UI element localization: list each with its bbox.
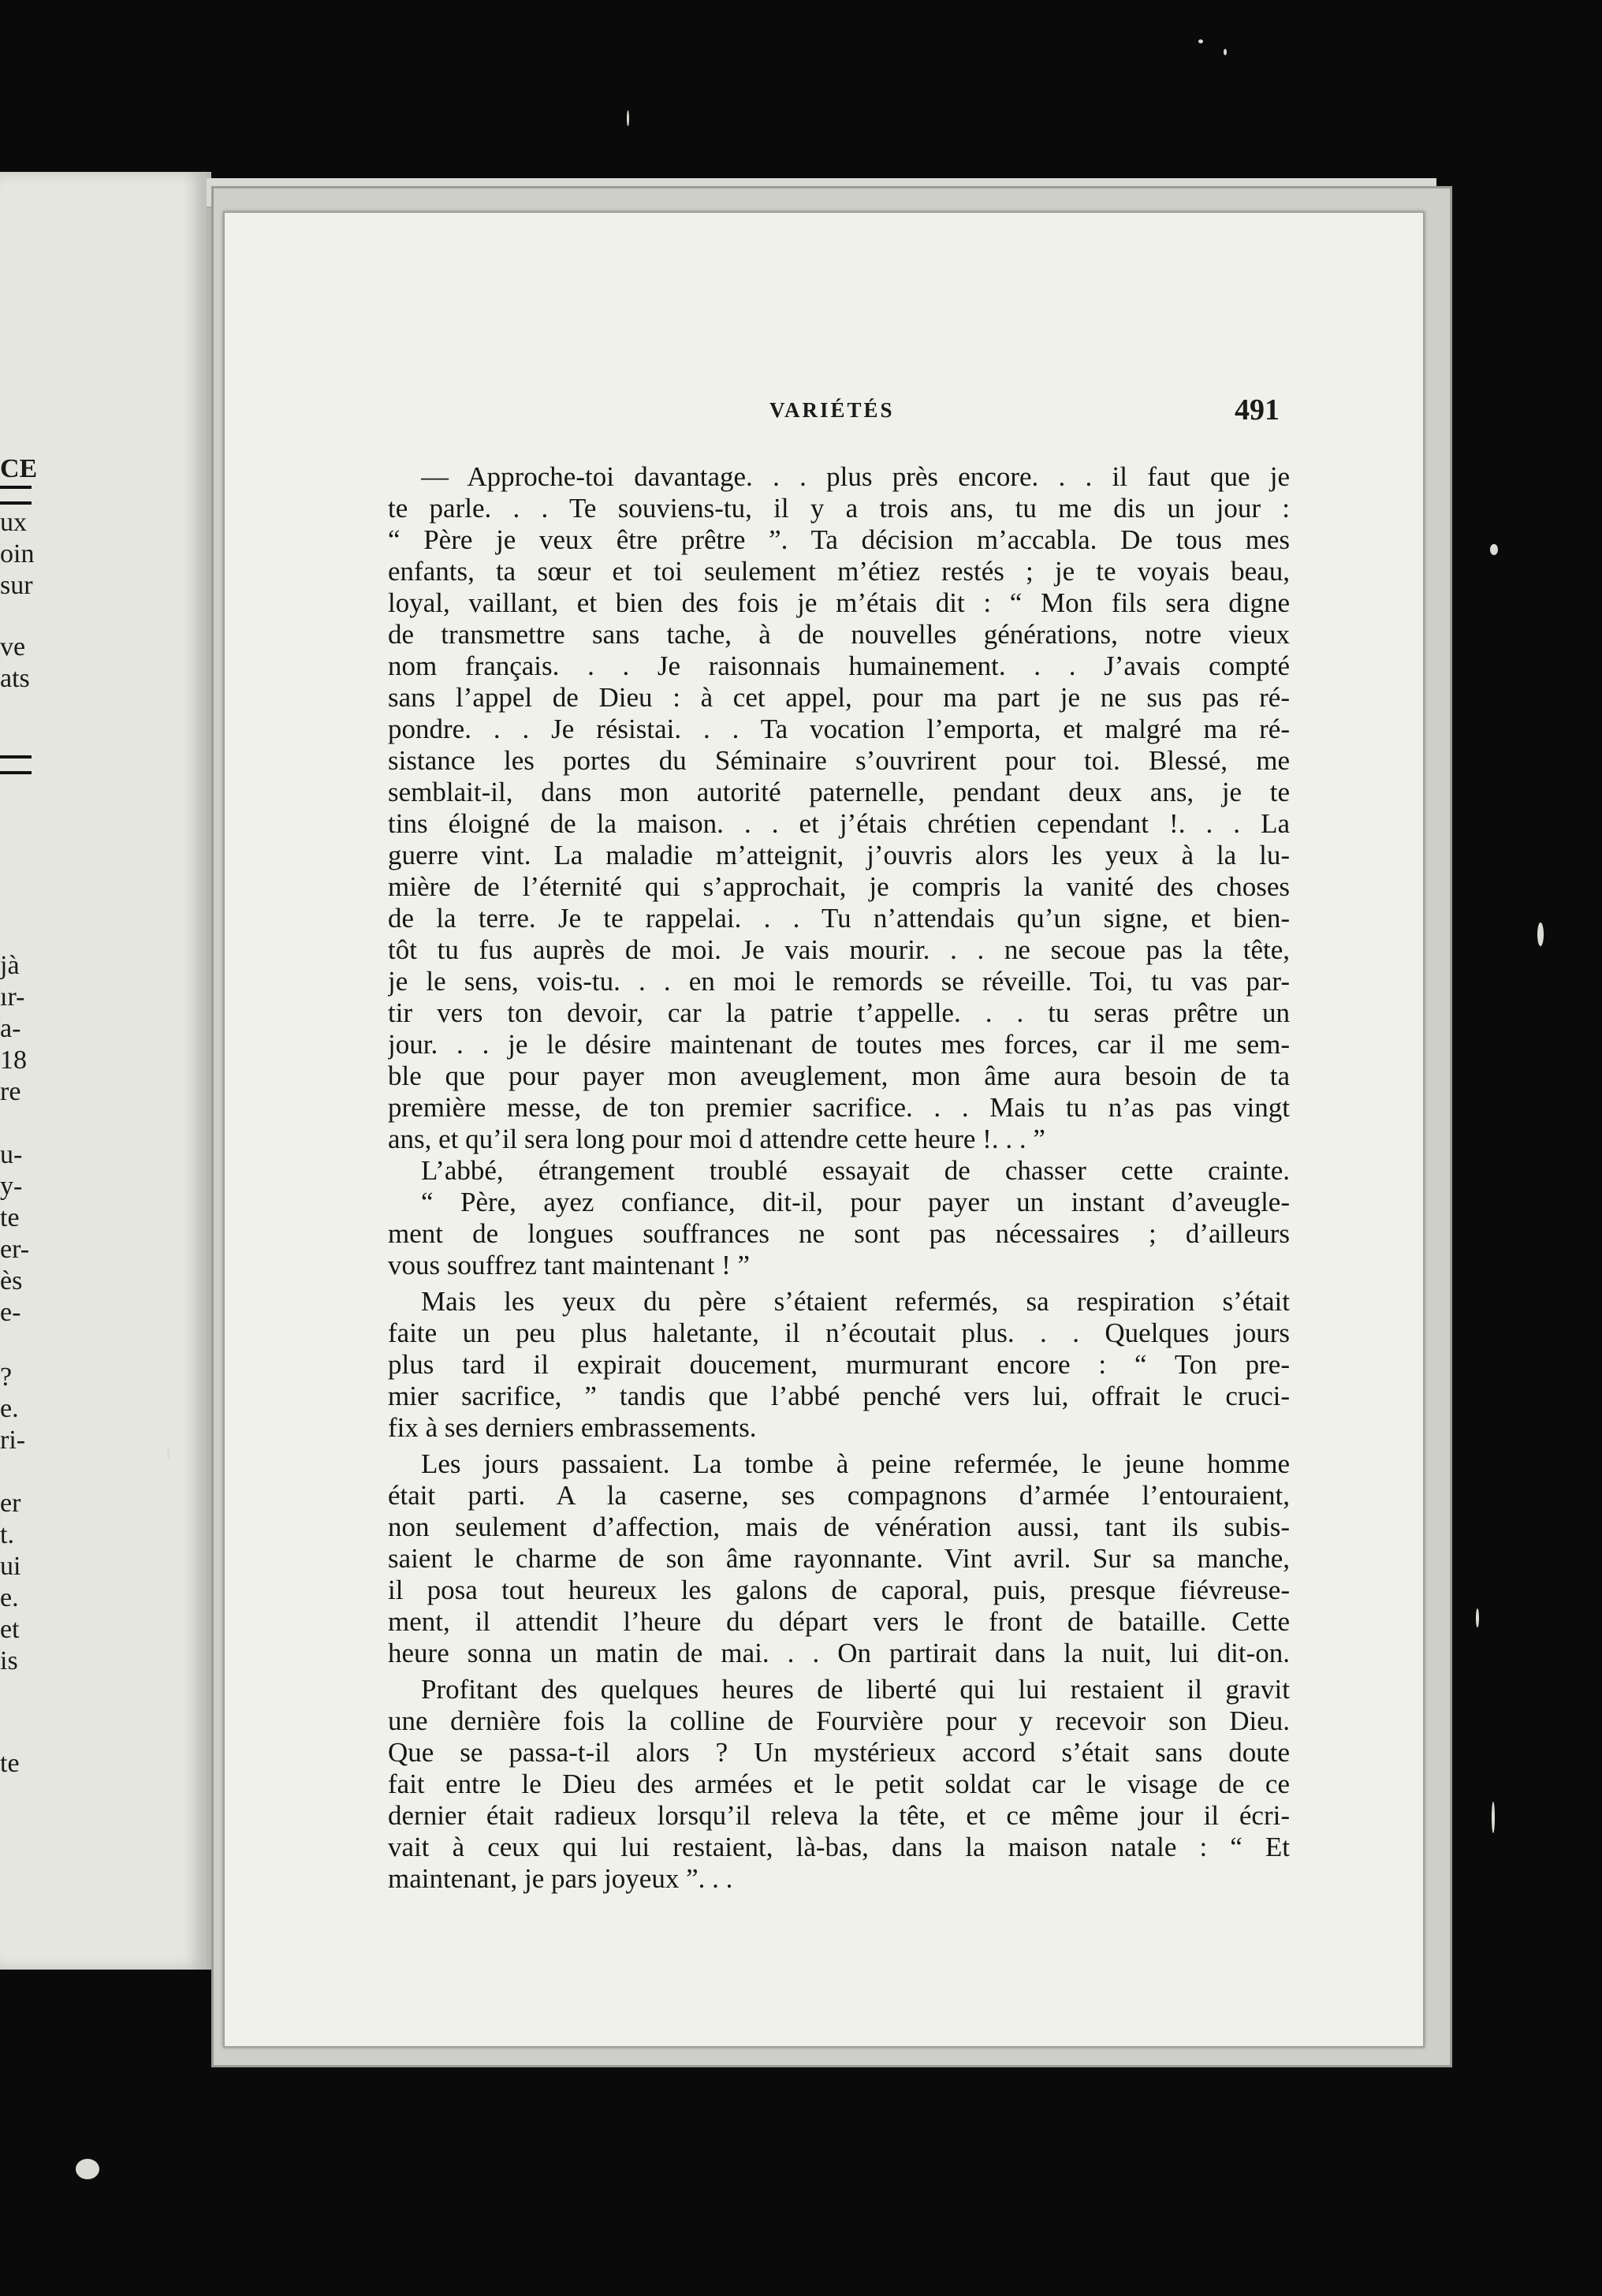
text-line: tir vers ton devoir, car la patrie t’appelle. . . tu seras prêtre un xyxy=(388,997,1290,1028)
dust-speck xyxy=(1492,1802,1495,1833)
text-line: vous souffrez tant maintenant ! ” xyxy=(388,1250,751,1280)
text-line: je le sens, vois-tu. . . en moi le remords se réveille. Toi, tu vas par- xyxy=(388,966,1290,997)
text-line: il posa tout heureux les galons de caporal, puis, presque fiévreuse- xyxy=(388,1575,1290,1605)
text-line: dernier était radieux lorsqu’il releva la tête, et ce même jour il écri- xyxy=(388,1800,1290,1831)
text-line: ment, il attendit l’heure du départ vers le front de bataille. Cette xyxy=(388,1606,1290,1637)
text-line: enfants, ta sœur et toi seulement m’étiez restés ; je te voyais beau, xyxy=(388,556,1290,587)
left-page-line: ès xyxy=(0,1266,23,1295)
text-line: semblait-il, dans mon autorité paternelle, pendant deux ans, je te xyxy=(388,777,1290,807)
text-line: ans, et qu’il sera long pour moi d attendre cette heure !. . . ” xyxy=(388,1124,1045,1154)
left-page-line: re xyxy=(0,1077,21,1106)
text-line: pondre. . . Je résistai. . . Ta vocation l’emporta, et malgré ma ré- xyxy=(388,714,1290,744)
dust-speck xyxy=(167,1446,170,1460)
dust-speck xyxy=(1490,544,1498,555)
text-line: Mais les yeux du père s’étaient refermés, sa respiration s’était xyxy=(421,1286,1290,1317)
left-page-line: jà xyxy=(0,951,20,980)
dust-speck xyxy=(1476,1608,1479,1627)
text-line: ment de longues souffrances ne sont pas nécessaires ; d’ailleurs xyxy=(388,1218,1290,1249)
left-page-line: et xyxy=(0,1615,20,1644)
page-number: 491 xyxy=(1235,393,1280,427)
dust-speck xyxy=(1224,49,1227,55)
text-line: mier sacrifice, ” tandis que l’abbé penché vers lui, offrait le cruci- xyxy=(388,1381,1290,1411)
text-line: saient le charme de son âme rayonnante. Vint avril. Sur sa manche, xyxy=(388,1543,1290,1574)
text-line: Profitant des quelques heures de liberté qui lui restaient il gravit xyxy=(421,1674,1290,1705)
text-line: nom français. . . Je raisonnais humainement. . . J’avais compté xyxy=(388,650,1290,681)
left-page-line: ? xyxy=(0,1362,13,1392)
left-page-line: 18 xyxy=(0,1046,27,1075)
left-page-line: is xyxy=(0,1646,18,1675)
left-page-line: oin xyxy=(0,539,35,568)
text-line: était parti. A la caserne, ses compagnons d’armée l’entouraient, xyxy=(388,1480,1290,1511)
left-page-rule xyxy=(0,486,32,505)
text-line: te parle. . . Te souviens-tu, il y a trois ans, tu me dis un jour : xyxy=(388,493,1290,524)
left-page-heading: CE xyxy=(0,454,38,483)
left-facing-page xyxy=(0,172,211,1970)
text-line: fait entre le Dieu des armées et le petit soldat car le visage de ce xyxy=(388,1769,1290,1799)
dust-speck xyxy=(1198,39,1203,43)
text-line: plus tard il expirait doucement, murmurant encore : “ Ton pre- xyxy=(388,1349,1290,1380)
text-line: sans l’appel de Dieu : à cet appel, pour ma part je ne sus pas ré- xyxy=(388,682,1290,713)
left-page-line: ve xyxy=(0,632,26,662)
text-line: de la terre. Je te rappelai. . . Tu n’attendais qu’un signe, et bien- xyxy=(388,903,1290,934)
text-line: mière de l’éternité qui s’approchait, je compris la vanité des choses xyxy=(388,871,1290,902)
left-page-line: ri- xyxy=(0,1426,26,1455)
text-line: tins éloigné de la maison. . . et j’étais chrétien cependant !. . . La xyxy=(388,808,1290,839)
left-page-line: u- xyxy=(0,1140,23,1169)
text-line: une dernière fois la colline de Fourvière pour y recevoir son Dieu. xyxy=(388,1705,1290,1736)
dust-speck xyxy=(1537,922,1544,946)
text-line: — Approche-toi davantage. . . plus près encore. . . il faut que je xyxy=(421,461,1290,492)
text-line: vait à ceux qui lui restaient, là-bas, dans la maison natale : “ Et xyxy=(388,1832,1290,1862)
text-line: Les jours passaient. La tombe à peine refermée, le jeune homme xyxy=(421,1448,1290,1479)
left-page-line: e. xyxy=(0,1394,19,1423)
text-line: Que se passa-t-il alors ? Un mystérieux accord s’était sans doute xyxy=(388,1737,1290,1768)
text-line: fix à ses derniers embrassements. xyxy=(388,1412,757,1443)
running-head: VARIÉTÉS xyxy=(769,398,895,422)
text-line: L’abbé, étrangement troublé essayait de chasser cette crainte. xyxy=(421,1155,1290,1186)
text-line: guerre vint. La maladie m’atteignit, j’ouvris alors les yeux à la lu- xyxy=(388,840,1290,870)
left-page-line: e- xyxy=(0,1298,21,1327)
left-page-line: te xyxy=(0,1749,20,1778)
text-line: “ Père je veux être prêtre ”. Ta décision m’accabla. De tous mes xyxy=(388,524,1290,555)
left-page-line: y- xyxy=(0,1172,23,1201)
text-line: loyal, vaillant, et bien des fois je m’étais dit : “ Mon fils sera digne xyxy=(388,587,1290,618)
left-page-line: ux xyxy=(0,508,27,537)
text-line: première messe, de ton premier sacrifice. . . Mais tu n’as pas vingt xyxy=(388,1092,1290,1123)
text-line: jour. . . je le désire maintenant de toutes mes forces, car il me sem- xyxy=(388,1029,1290,1060)
dust-speck xyxy=(627,110,629,126)
text-line: “ Père, ayez confiance, dit-il, pour payer un instant d’aveugle- xyxy=(421,1187,1290,1217)
text-line: faite un peu plus haletante, il n’écoutait plus. . . Quelques jours xyxy=(388,1318,1290,1348)
left-page-line: er- xyxy=(0,1235,30,1264)
left-page-line: ats xyxy=(0,664,30,693)
left-page-line: ui xyxy=(0,1552,21,1581)
left-page-line: te xyxy=(0,1203,20,1232)
text-line: sistance les portes du Séminaire s’ouvrirent pour toi. Blessé, me xyxy=(388,745,1290,776)
text-line: ble que pour payer mon aveuglement, mon âme aura besoin de ta xyxy=(388,1060,1290,1091)
text-line: heure sonna un matin de mai. . . On partirait dans la nuit, lui dit-on. xyxy=(388,1638,1290,1668)
left-page-line: ır- xyxy=(0,982,25,1012)
text-line: de transmettre sans tache, à de nouvelles générations, notre vieux xyxy=(388,619,1290,650)
left-page-line: er xyxy=(0,1489,21,1518)
left-page-rule xyxy=(0,755,32,774)
text-line: maintenant, je pars joyeux ”. . . xyxy=(388,1863,733,1894)
dust-speck xyxy=(76,2159,99,2179)
left-page-line: t. xyxy=(0,1520,14,1549)
text-line: tôt tu fus auprès de moi. Je vais mourir. . . ne secoue pas la tête, xyxy=(388,934,1290,965)
left-page-line: a- xyxy=(0,1014,21,1043)
text-line: non seulement d’affection, mais de vénération aussi, tant ils subis- xyxy=(388,1511,1290,1542)
left-page-line: sur xyxy=(0,571,33,600)
left-page-line: e. xyxy=(0,1583,19,1612)
